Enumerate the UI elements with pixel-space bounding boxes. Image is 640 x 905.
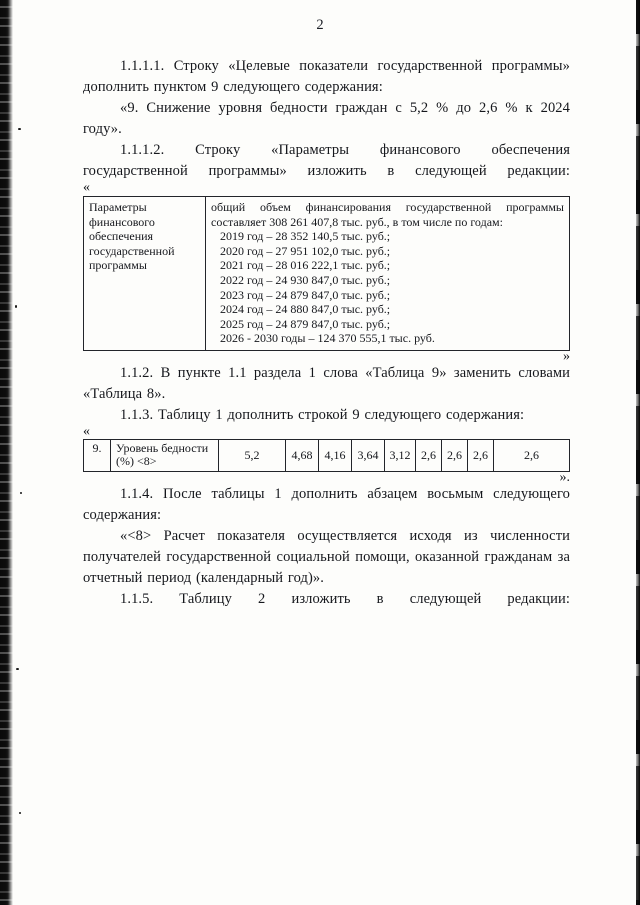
quote-close-mark: » (563, 348, 570, 364)
quote-close-mark: ». (559, 469, 570, 485)
finance-year-line: 2023 год – 24 879 847,0 тыс. руб.; (220, 287, 391, 302)
finance-year-line: 2025 год – 24 879 847,0 тыс. руб.; (220, 316, 391, 331)
finance-year-line: 2019 год – 28 352 140,5 тыс. руб.; (220, 229, 391, 244)
finance-table-param-cell: Параметры финансового обеспечения государственной программы (84, 197, 206, 351)
scan-artifact (19, 812, 21, 814)
poverty-rate-table (83, 439, 570, 472)
para-1-1-5: 1.1.5. Таблицу 2 изложить в следующей редакции: (120, 590, 570, 607)
finance-year-line: 2026 - 2030 годы – 124 370 555,1 тыс. руб. (220, 331, 435, 346)
indicator-name-cell: Уровень бедности (%) <8> (111, 439, 219, 471)
finance-table-values-cell (206, 197, 570, 351)
scan-artifact (20, 492, 22, 494)
value-cell: 5,2 (219, 439, 286, 471)
value-cell: 4,16 (319, 439, 352, 471)
table-row (84, 439, 570, 471)
scan-edge-left (0, 0, 13, 905)
para-1-1-1-2: 1.1.1.2. Строку «Параметры финансового обеспечения государственной программы» изложить в следующей редакции: (83, 142, 570, 179)
finance-year-line: 2021 год – 28 016 222,1 тыс. руб.; (220, 258, 391, 273)
para-item-9: «9. Снижение уровня бедности граждан с 5,2 % до 2,6 % к 2024 году». (83, 100, 570, 137)
value-cell: 2,6 (494, 439, 570, 471)
finance-year-line: 2024 год – 24 880 847,0 тыс. руб.; (220, 302, 391, 317)
para-footnote-8: «<8> Расчет показателя осуществляется исходя из численности получателей государственной социальной помощи, оказанной гражданам за отчетный период (календарный год)». (83, 527, 570, 586)
row-index-cell: 9. (84, 439, 111, 471)
para-1-1-2: 1.1.2. В пункте 1.1 раздела 1 слова «Таблица 9» заменить словами «Таблица 8». (83, 364, 570, 402)
finance-total-text: общий объем финансирования государственной программы составляет 308 261 407,8 тыс. руб., в том числе по годам: (211, 200, 564, 229)
value-cell: 4,68 (286, 439, 319, 471)
para-1-1-3: 1.1.3. Таблицу 1 дополнить строкой 9 следующего содержания: (120, 406, 525, 423)
finance-table (83, 196, 570, 351)
finance-year-line: 2020 год – 27 951 102,0 тыс. руб.; (220, 243, 391, 258)
finance-year-line: 2022 год – 24 930 847,0 тыс. руб.; (220, 272, 391, 287)
scan-edge-right (636, 0, 640, 905)
value-cell: 2,6 (416, 439, 442, 471)
value-cell: 2,6 (442, 439, 468, 471)
para-1-1-4: 1.1.4. После таблицы 1 дополнить абзацем восьмым следующего содержания: (83, 485, 570, 523)
value-cell: 3,64 (352, 439, 385, 471)
para-1-1-1-1: 1.1.1.1. Строку «Целевые показатели государственной программы» дополнить пунктом 9 следующего содержания: (83, 58, 570, 95)
value-cell: 3,12 (385, 439, 416, 471)
scan-artifact (18, 128, 21, 130)
document-body (83, 56, 570, 610)
scan-artifact (16, 668, 19, 670)
table-row (84, 197, 570, 351)
quote-open-mark: « (83, 423, 90, 439)
page-number: 2 (316, 17, 324, 33)
scan-artifact (15, 305, 17, 308)
quote-open-mark: « (83, 180, 90, 195)
value-cell: 2,6 (468, 439, 494, 471)
